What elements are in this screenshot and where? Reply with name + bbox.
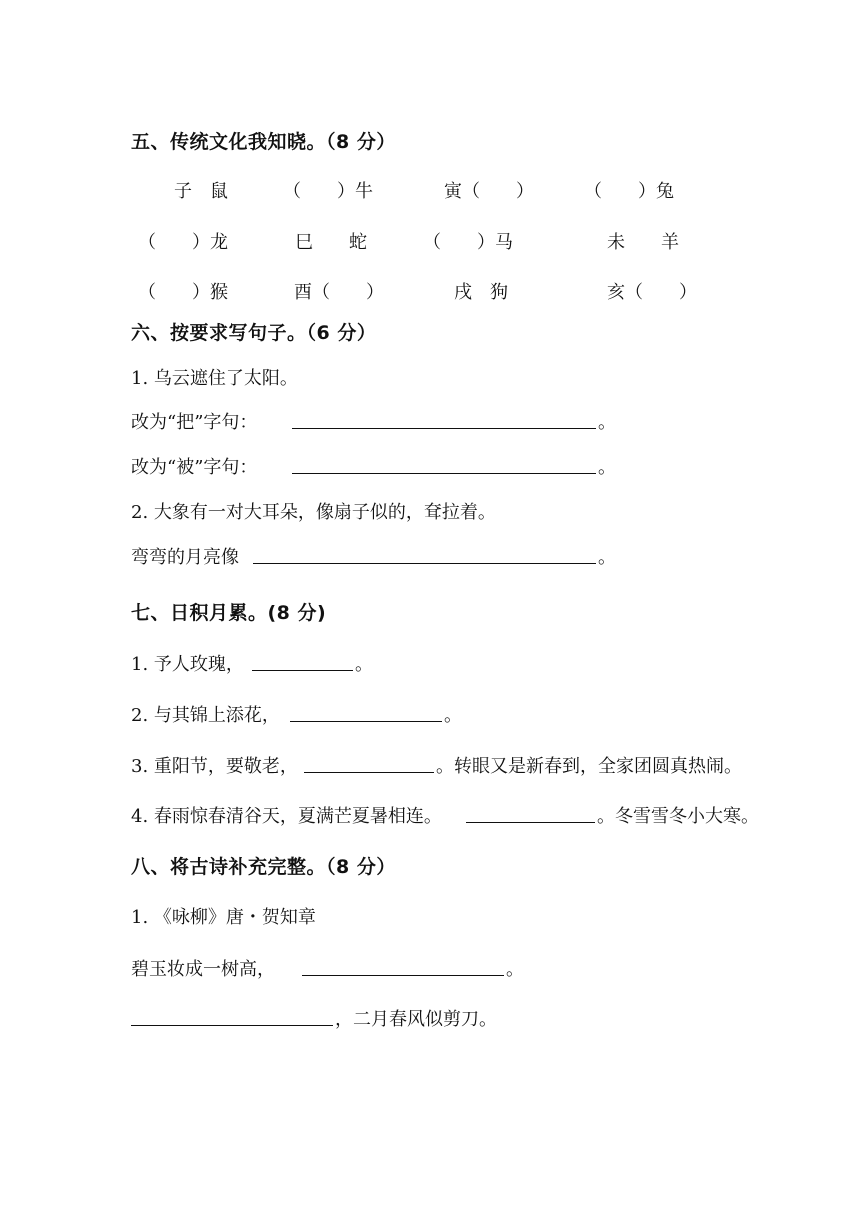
question-text: 3. 重阳节，要敬老， — [131, 756, 298, 777]
zodiac-cell: （ ）牛 — [283, 181, 373, 202]
end-mark: 。 — [506, 959, 524, 980]
zodiac-cell: 戌 狗 — [454, 282, 508, 303]
answer-blank[interactable] — [304, 772, 434, 773]
answer-blank[interactable] — [302, 975, 504, 976]
zodiac-cell: （ ）龙 — [138, 232, 228, 253]
question-text: 。转眼又是新春到，全家团圆真热闹。 — [436, 756, 742, 777]
section8-heading: 八、将古诗补充完整。（8 分） — [131, 856, 396, 878]
answer-blank[interactable] — [292, 473, 596, 474]
answer-label: 改为“把”字句： — [131, 412, 258, 433]
zodiac-cell: 子 鼠 — [174, 181, 228, 202]
poem-line: 碧玉妆成一树高， — [131, 959, 275, 980]
answer-blank[interactable] — [290, 721, 442, 722]
answer-label: 改为“被”字句： — [131, 457, 258, 478]
zodiac-cell: （ ）兔 — [584, 181, 674, 202]
zodiac-cell: （ ）猴 — [138, 282, 228, 303]
end-mark: 。 — [598, 412, 616, 433]
question-text: 2. 与其锦上添花， — [131, 705, 280, 726]
poem-title: 1. 《咏柳》唐・贺知章 — [131, 907, 316, 928]
end-mark: 。 — [598, 457, 616, 478]
answer-blank[interactable] — [466, 822, 595, 823]
zodiac-cell: （ ）马 — [423, 232, 513, 253]
question-text: 。冬雪雪冬小大寒。 — [597, 806, 759, 827]
zodiac-cell: 寅（ ） — [444, 181, 534, 202]
end-mark: 。 — [355, 654, 373, 675]
answer-blank[interactable] — [253, 563, 596, 564]
zodiac-cell: 酉（ ） — [294, 282, 384, 303]
section6-heading: 六、按要求写句子。（6 分） — [131, 322, 377, 344]
question-text: 2. 大象有一对大耳朵，像扇子似的，耷拉着。 — [131, 502, 496, 523]
zodiac-cell: 巳 蛇 — [295, 232, 367, 253]
answer-blank[interactable] — [131, 1025, 333, 1026]
section5-heading: 五、传统文化我知晓。（8 分） — [131, 131, 396, 153]
poem-line: ，二月春风似剪刀。 — [335, 1009, 497, 1030]
question-text: 1. 予人玫瑰， — [131, 654, 244, 675]
answer-label: 弯弯的月亮像 — [131, 547, 239, 568]
answer-blank[interactable] — [252, 670, 353, 671]
zodiac-cell: 亥（ ） — [607, 282, 697, 303]
question-text: 4. 春雨惊春清谷天，夏满芒夏暑相连。 — [131, 806, 442, 827]
zodiac-cell: 未 羊 — [607, 232, 679, 253]
end-mark: 。 — [444, 705, 462, 726]
question-text: 1. 乌云遮住了太阳。 — [131, 368, 298, 389]
answer-blank[interactable] — [292, 428, 596, 429]
section7-heading: 七、日积月累。(8 分) — [131, 602, 327, 624]
end-mark: 。 — [598, 547, 616, 568]
